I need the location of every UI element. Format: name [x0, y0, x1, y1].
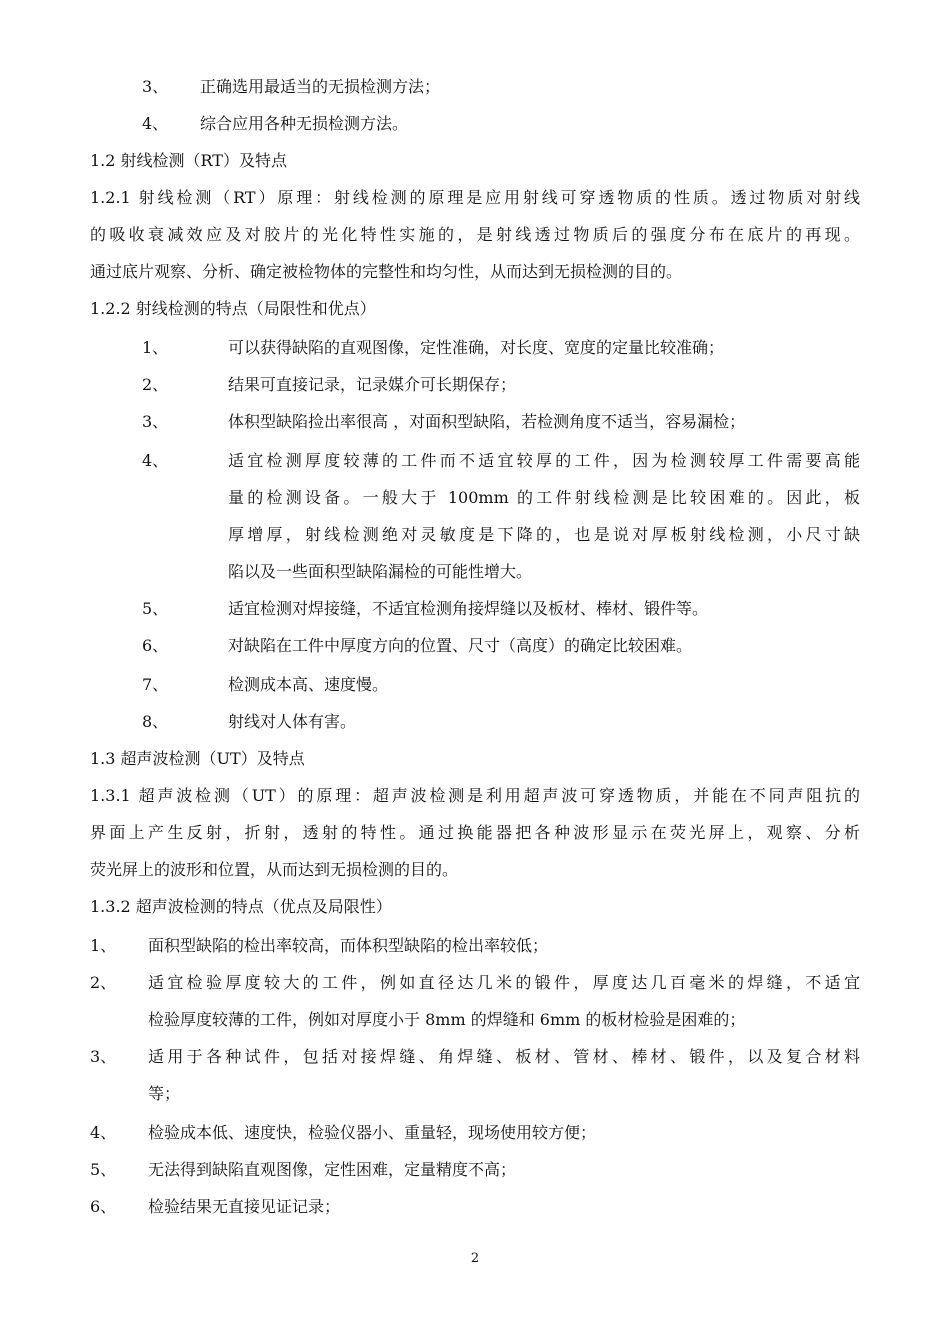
list-text: 适宜检测对焊接缝，不适宜检测角接焊缝以及板材、棒材、锻件等。	[228, 599, 709, 618]
list-text: 正确选用最适当的无损检测方法；	[200, 77, 441, 96]
paragraph-line: 的吸收衰减效应及对胶片的光化特性实施的，是射线透过物质后的强度分布在底片的再现。	[90, 225, 860, 244]
list-text: 检验结果无直接见证记录；	[148, 1197, 341, 1216]
list-text: 检验厚度较薄的工件，例如对厚度小于 8mm 的焊缝和 6mm 的板材检验是困难的；	[148, 1010, 746, 1029]
list-text: 适宜检验厚度较大的工件，例如直径达几米的锻件，厚度达几百毫米的焊缝，不适宜	[148, 973, 860, 992]
list-text: 量的检测设备。一般大于 100mm 的工件射线检测是比较困难的。因此，板	[228, 488, 860, 507]
paragraph-line: 1.2.1 射线检测（RT）原理：射线检测的原理是应用射线可穿透物质的性质。透过物质对射线	[90, 188, 860, 207]
list-number: 2、	[142, 375, 169, 394]
list-number: 3、	[142, 77, 169, 96]
list-text: 等；	[148, 1084, 181, 1103]
list-number: 7、	[142, 675, 169, 694]
list-number: 5、	[90, 1160, 117, 1179]
list-text: 适用于各种试件，包括对接焊缝、角焊缝、板材、管材、棒材、锻件，以及复合材料	[148, 1047, 860, 1066]
section-heading: 1.3.2 超声波检测的特点（优点及局限性）	[90, 897, 392, 916]
list-text: 检测成本高、速度慢。	[228, 675, 389, 694]
list-text: 面积型缺陷的检出率较高，而体积型缺陷的检出率较低；	[148, 936, 549, 955]
list-text: 陷以及一些面积型缺陷漏检的可能性增大。	[228, 562, 533, 581]
page-number: 2	[470, 1251, 480, 1266]
list-number: 5、	[142, 599, 169, 618]
list-number: 3、	[90, 1047, 117, 1066]
section-heading: 1.2.2 射线检测的特点（局限性和优点）	[90, 299, 376, 318]
paragraph-line: 界面上产生反射，折射，透射的特性。通过换能器把各种波形显示在荧光屏上，观察、分析	[90, 823, 860, 842]
list-number: 3、	[142, 412, 169, 431]
list-number: 1、	[90, 936, 117, 955]
list-number: 6、	[90, 1197, 117, 1216]
list-text: 对缺陷在工件中厚度方向的位置、尺寸（高度）的确定比较困难。	[228, 636, 693, 655]
list-number: 4、	[90, 1123, 117, 1142]
list-text: 厚增厚，射线检测绝对灵敏度是下降的，也是说对厚板射线检测，小尺寸缺	[228, 525, 860, 544]
paragraph-line: 通过底片观察、分析、确定被检物体的完整性和均匀性，从而达到无损检测的目的。	[90, 262, 683, 281]
list-number: 8、	[142, 712, 169, 731]
paragraph-line: 荧光屏上的波形和位置，从而达到无损检测的目的。	[90, 860, 459, 879]
list-number: 1、	[142, 338, 169, 357]
list-number: 6、	[142, 636, 169, 655]
section-heading: 1.3 超声波检测（UT）及特点	[90, 749, 305, 768]
list-text: 结果可直接记录，记录媒介可长期保存；	[228, 375, 517, 394]
list-text: 检验成本低、速度快，检验仪器小、重量轻，现场使用较方便；	[148, 1123, 597, 1142]
list-text: 体积型缺陷捡出率很高 ，对面积型缺陷，若检测角度不适当，容易漏检；	[228, 412, 746, 431]
list-text: 可以获得缺陷的直观图像，定性准确，对长度、宽度的定量比较准确；	[228, 338, 725, 357]
list-text: 射线对人体有害。	[228, 712, 357, 731]
list-number: 2、	[90, 973, 117, 992]
list-text: 适宜检测厚度较薄的工件而不适宜较厚的工件，因为检测较厚工件需要高能	[228, 451, 860, 470]
section-heading: 1.2 射线检测（RT）及特点	[90, 151, 287, 170]
list-text: 综合应用各种无损检测方法。	[200, 114, 409, 133]
paragraph-line: 1.3.1 超声波检测（UT）的原理：超声波检测是利用超声波可穿透物质，并能在不同声阻抗的	[90, 786, 860, 805]
list-text: 无法得到缺陷直观图像，定性困难，定量精度不高；	[148, 1160, 517, 1179]
list-number: 4、	[142, 451, 169, 470]
list-number: 4、	[142, 114, 169, 133]
